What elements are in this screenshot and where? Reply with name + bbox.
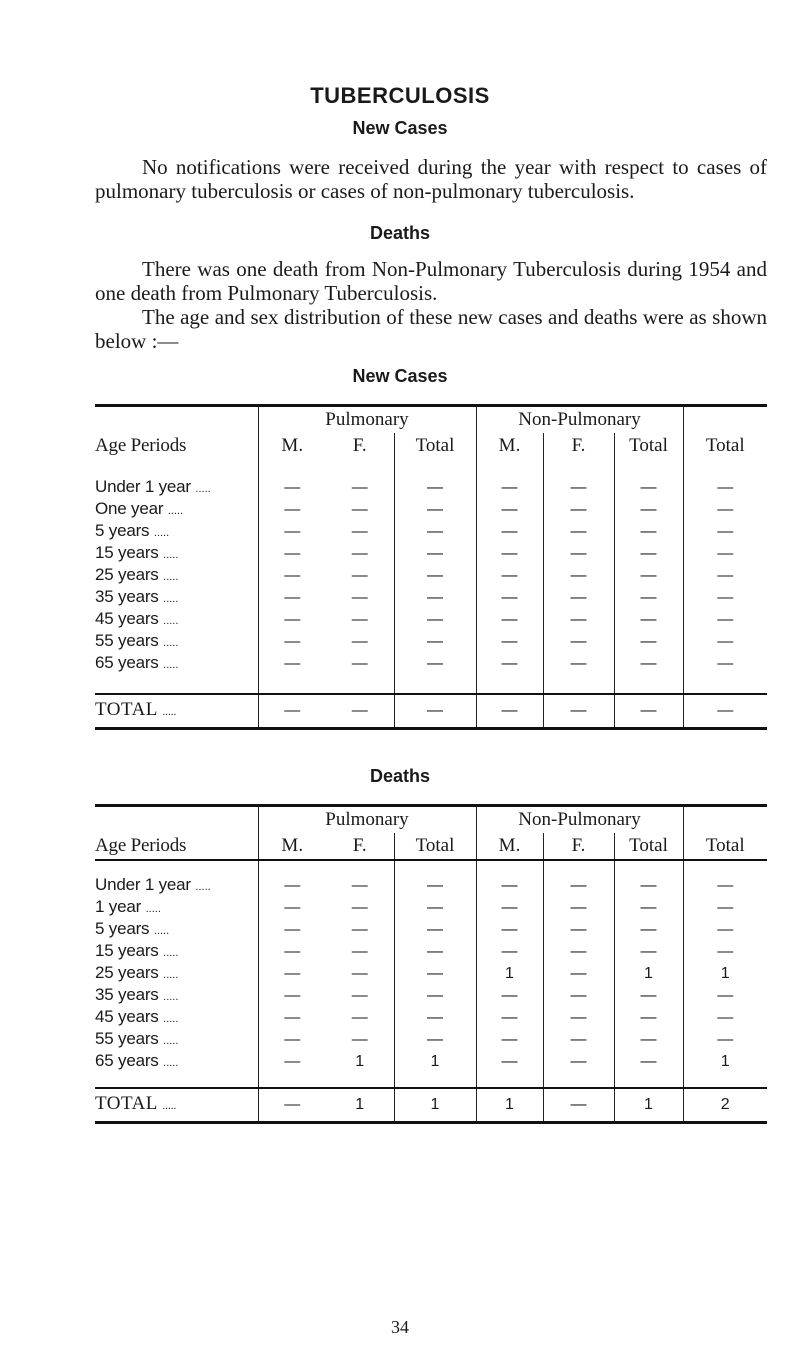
age-period-label bbox=[95, 941, 258, 963]
age-period-label bbox=[95, 875, 258, 897]
age-period-label bbox=[95, 653, 258, 675]
age-period-text: 35 years bbox=[95, 985, 159, 1004]
cell-pulm-f: — bbox=[326, 694, 394, 729]
deaths-table-heading: Deaths bbox=[369, 766, 431, 786]
cell-nonpulm-m: — bbox=[476, 521, 543, 543]
cell-nonpulm-m: — bbox=[476, 543, 543, 565]
age-period-text: 55 years bbox=[95, 631, 159, 650]
cell-nonpulm-f: — bbox=[543, 477, 614, 499]
new-cases-total bbox=[95, 694, 767, 729]
age-period-text: Under 1 year bbox=[95, 875, 191, 894]
age-period-text: 65 years bbox=[95, 1051, 159, 1070]
cell-grand-total: — bbox=[717, 479, 734, 496]
cell-nonpulm-m: — bbox=[476, 919, 543, 941]
cell-nonpulm-m: — bbox=[476, 694, 543, 729]
cell-nonpulm-f: — bbox=[543, 521, 614, 543]
cell-pulm-f: — bbox=[326, 963, 394, 985]
total-label bbox=[95, 694, 258, 729]
cell-pulm-f: — bbox=[326, 919, 394, 941]
cell-pulm-f: — bbox=[326, 609, 394, 631]
cell-nonpulm-f: — bbox=[543, 499, 614, 521]
table-row bbox=[95, 1007, 767, 1029]
age-period-label bbox=[95, 919, 258, 941]
leader-dots: ..... bbox=[163, 1057, 179, 1069]
cell-nonpulm-f: — bbox=[543, 919, 614, 941]
cell-pulm-f: — bbox=[326, 897, 394, 919]
cell-pulm-f: — bbox=[326, 941, 394, 963]
cell-pulm-f: — bbox=[326, 875, 394, 897]
cell-nonpulm-f: — bbox=[543, 1007, 614, 1029]
table-row bbox=[95, 499, 767, 521]
cell-pulm-f: — bbox=[326, 477, 394, 499]
table-row bbox=[95, 587, 767, 609]
deaths-heading: Deaths bbox=[369, 223, 431, 243]
cell-nonpulm-total: — bbox=[614, 1029, 683, 1051]
new-cases-heading: New Cases bbox=[352, 118, 448, 138]
column-header-nonpulm-f: F. bbox=[543, 433, 614, 459]
leader-dots: ..... bbox=[162, 1100, 177, 1112]
leader-dots: ..... bbox=[145, 903, 161, 915]
cell-pulm-total: — bbox=[394, 694, 476, 729]
table-row bbox=[95, 963, 767, 985]
cell-pulm-total: 1 bbox=[394, 1088, 476, 1123]
age-period-text: 35 years bbox=[95, 587, 159, 606]
table-row bbox=[95, 565, 767, 587]
cell-nonpulm-f: — bbox=[543, 631, 614, 653]
leader-dots: ..... bbox=[163, 659, 179, 671]
cell-pulm-total: 1 bbox=[394, 1051, 476, 1073]
cell-pulm-total: — bbox=[394, 653, 476, 675]
cell-pulm-m: — bbox=[284, 1031, 301, 1048]
cell-grand-total: — bbox=[717, 611, 734, 628]
column-header-pulm-f: F. bbox=[326, 833, 394, 860]
cell-grand-total: — bbox=[717, 501, 734, 518]
cell-nonpulm-total: — bbox=[614, 919, 683, 941]
cell-nonpulm-f: — bbox=[543, 609, 614, 631]
cell-pulm-total: — bbox=[394, 631, 476, 653]
leader-dots: ..... bbox=[163, 571, 179, 583]
leader-dots: ..... bbox=[163, 991, 179, 1003]
cell-nonpulm-total: — bbox=[614, 1051, 683, 1073]
cell-pulm-m: — bbox=[284, 965, 301, 982]
cell-nonpulm-total: — bbox=[614, 565, 683, 587]
column-header-grand-total: Total bbox=[683, 833, 767, 860]
cell-nonpulm-f: — bbox=[543, 565, 614, 587]
age-period-label bbox=[95, 609, 258, 631]
cell-pulm-f: 1 bbox=[326, 1051, 394, 1073]
age-period-label bbox=[95, 985, 258, 1007]
deaths-table bbox=[95, 804, 767, 1124]
cell-pulm-m: — bbox=[284, 987, 301, 1004]
cell-nonpulm-m: — bbox=[476, 941, 543, 963]
table-row bbox=[95, 919, 767, 941]
table-row bbox=[95, 477, 767, 499]
column-header-pulm-total: Total bbox=[394, 833, 476, 860]
table-row bbox=[95, 631, 767, 653]
cell-nonpulm-m: — bbox=[476, 1007, 543, 1029]
cell-nonpulm-total: — bbox=[614, 941, 683, 963]
age-period-text: 25 years bbox=[95, 565, 159, 584]
deaths-rows bbox=[95, 875, 767, 1073]
cell-nonpulm-total: — bbox=[614, 1007, 683, 1029]
age-period-text: 5 years bbox=[95, 919, 150, 938]
cell-pulm-m: — bbox=[284, 501, 301, 518]
cell-nonpulm-m: — bbox=[476, 897, 543, 919]
table-row bbox=[95, 653, 767, 675]
cell-nonpulm-total: — bbox=[614, 477, 683, 499]
cell-grand-total: — bbox=[717, 545, 734, 562]
new-cases-table bbox=[95, 404, 767, 730]
new-cases-table-heading: New Cases bbox=[352, 366, 448, 386]
cell-pulm-f: 1 bbox=[326, 1088, 394, 1123]
table-row bbox=[95, 1051, 767, 1073]
leader-dots: ..... bbox=[163, 549, 179, 561]
cell-pulm-total: — bbox=[394, 963, 476, 985]
cell-pulm-total: — bbox=[394, 897, 476, 919]
cell-grand-total: — bbox=[717, 655, 734, 672]
cell-nonpulm-total: — bbox=[614, 694, 683, 729]
cell-nonpulm-m: 1 bbox=[476, 963, 543, 985]
deaths-text-1: There was one death from Non-Pulmonary Tuberculosis during 1954 and one death from Pulmonary Tuberculosis. bbox=[95, 257, 767, 305]
column-header-nonpulm-m: M. bbox=[476, 433, 543, 459]
cell-nonpulm-total: — bbox=[614, 499, 683, 521]
table-row bbox=[95, 1029, 767, 1051]
group-header-pulmonary: Pulmonary bbox=[258, 806, 476, 834]
cell-nonpulm-f: — bbox=[543, 543, 614, 565]
cell-pulm-f: — bbox=[326, 543, 394, 565]
cell-nonpulm-total: — bbox=[614, 609, 683, 631]
cell-pulm-f: — bbox=[326, 565, 394, 587]
cell-pulm-total: — bbox=[394, 499, 476, 521]
cell-pulm-m: — bbox=[284, 899, 301, 916]
cell-pulm-m: — bbox=[258, 1088, 326, 1123]
table-row bbox=[95, 543, 767, 565]
cell-nonpulm-total: — bbox=[614, 985, 683, 1007]
cell-pulm-m: — bbox=[284, 589, 301, 606]
cell-pulm-f: — bbox=[326, 653, 394, 675]
total-label bbox=[95, 1088, 258, 1123]
leader-dots: ..... bbox=[153, 527, 170, 539]
age-period-label bbox=[95, 897, 258, 919]
cell-nonpulm-f: — bbox=[543, 941, 614, 963]
cell-grand-total: 1 bbox=[720, 965, 730, 982]
cell-pulm-m: — bbox=[284, 523, 301, 540]
cell-pulm-total: — bbox=[394, 875, 476, 897]
deaths-paragraph bbox=[95, 257, 767, 353]
age-period-label bbox=[95, 963, 258, 985]
table-row bbox=[95, 897, 767, 919]
leader-dots: ..... bbox=[195, 881, 211, 893]
deaths-total bbox=[95, 1088, 767, 1123]
cell-pulm-total: — bbox=[394, 1029, 476, 1051]
cell-nonpulm-total: — bbox=[614, 587, 683, 609]
leader-dots: ..... bbox=[163, 1035, 179, 1047]
cell-pulm-total: — bbox=[394, 521, 476, 543]
cell-grand-total: — bbox=[717, 987, 734, 1004]
cell-grand-total: — bbox=[717, 633, 734, 650]
cell-nonpulm-f: — bbox=[543, 587, 614, 609]
column-header-grand-total: Total bbox=[705, 435, 745, 456]
cell-pulm-total: — bbox=[394, 609, 476, 631]
cell-pulm-m: — bbox=[258, 694, 326, 729]
cell-nonpulm-f: — bbox=[543, 963, 614, 985]
cell-pulm-m: — bbox=[284, 655, 301, 672]
cell-nonpulm-m: — bbox=[476, 499, 543, 521]
table-row bbox=[95, 985, 767, 1007]
cell-nonpulm-m: — bbox=[476, 631, 543, 653]
cell-nonpulm-m: — bbox=[476, 609, 543, 631]
column-header-pulm-m: M. bbox=[258, 833, 326, 860]
leader-dots: ..... bbox=[163, 969, 179, 981]
age-period-label bbox=[95, 1029, 258, 1051]
cell-grand-total: — bbox=[717, 943, 734, 960]
group-header-non-pulmonary: Non-Pulmonary bbox=[476, 806, 683, 834]
table-row bbox=[95, 521, 767, 543]
cell-pulm-m: — bbox=[284, 633, 301, 650]
column-header-pulm-total: Total bbox=[394, 433, 476, 459]
cell-grand-total: — bbox=[717, 877, 734, 894]
age-period-text: Under 1 year bbox=[95, 477, 191, 496]
total-label-text: TOTAL bbox=[95, 699, 158, 720]
cell-pulm-total: — bbox=[394, 919, 476, 941]
page-number: 34 bbox=[391, 1317, 409, 1337]
cell-nonpulm-f: — bbox=[543, 694, 614, 729]
cell-nonpulm-f: — bbox=[543, 897, 614, 919]
leader-dots: ..... bbox=[195, 483, 211, 495]
cell-pulm-total: — bbox=[394, 587, 476, 609]
cell-nonpulm-f: — bbox=[543, 985, 614, 1007]
total-row bbox=[95, 1088, 767, 1123]
cell-nonpulm-f: — bbox=[543, 1088, 614, 1123]
age-period-text: One year bbox=[95, 499, 164, 518]
cell-grand-total: — bbox=[683, 694, 767, 729]
cell-pulm-f: — bbox=[326, 499, 394, 521]
table-row bbox=[95, 609, 767, 631]
cell-nonpulm-m: — bbox=[476, 1029, 543, 1051]
cell-grand-total: 1 bbox=[720, 1053, 730, 1070]
cell-nonpulm-m: — bbox=[476, 985, 543, 1007]
column-header-age: Age Periods bbox=[95, 433, 258, 459]
new-cases-paragraph bbox=[95, 155, 767, 203]
page-title: TUBERCULOSIS bbox=[310, 83, 490, 108]
deaths-text-2: The age and sex distribution of these new cases and deaths were as shown below :— bbox=[95, 305, 767, 353]
column-header-nonpulm-total: Total bbox=[614, 833, 683, 860]
age-period-label bbox=[95, 1007, 258, 1029]
cell-grand-total: 2 bbox=[683, 1088, 767, 1123]
column-header-nonpulm-f: F. bbox=[543, 833, 614, 860]
cell-pulm-m: — bbox=[284, 545, 301, 562]
column-header-pulm-f: F. bbox=[326, 433, 394, 459]
total-label-text: TOTAL bbox=[95, 1093, 158, 1114]
cell-pulm-f: — bbox=[326, 985, 394, 1007]
leader-dots: ..... bbox=[162, 706, 177, 718]
age-period-label bbox=[95, 631, 258, 653]
age-period-text: 25 years bbox=[95, 963, 159, 982]
table-row bbox=[95, 941, 767, 963]
age-period-label bbox=[95, 521, 258, 543]
cell-nonpulm-m: 1 bbox=[476, 1088, 543, 1123]
age-period-text: 65 years bbox=[95, 653, 159, 672]
age-period-label bbox=[95, 1051, 258, 1073]
column-header-age: Age Periods bbox=[95, 833, 258, 860]
cell-nonpulm-total: — bbox=[614, 653, 683, 675]
group-header-pulmonary: Pulmonary bbox=[258, 406, 476, 434]
leader-dots: ..... bbox=[163, 593, 179, 605]
cell-pulm-m: — bbox=[284, 567, 301, 584]
age-period-text: 1 year bbox=[95, 897, 142, 916]
new-cases-rows bbox=[95, 477, 767, 675]
new-cases-text: No notifications were received during the year with respect to cases of pulmonary tuberculosis or cases of non-pulmonary tuberculosis. bbox=[95, 155, 767, 203]
cell-nonpulm-m: — bbox=[476, 1051, 543, 1073]
cell-pulm-f: — bbox=[326, 587, 394, 609]
cell-nonpulm-total: — bbox=[614, 631, 683, 653]
age-period-text: 15 years bbox=[95, 543, 159, 562]
cell-nonpulm-total: — bbox=[614, 521, 683, 543]
cell-nonpulm-f: — bbox=[543, 1029, 614, 1051]
cell-nonpulm-m: — bbox=[476, 653, 543, 675]
cell-pulm-m: — bbox=[284, 1053, 301, 1070]
column-header-nonpulm-m: M. bbox=[476, 833, 543, 860]
cell-pulm-m: — bbox=[284, 921, 301, 938]
age-period-label bbox=[95, 565, 258, 587]
cell-pulm-f: — bbox=[326, 1007, 394, 1029]
column-header-nonpulm-total: Total bbox=[614, 433, 683, 459]
cell-grand-total: — bbox=[717, 1009, 734, 1026]
age-period-label bbox=[95, 587, 258, 609]
cell-grand-total: — bbox=[717, 921, 734, 938]
cell-nonpulm-m: — bbox=[476, 587, 543, 609]
leader-dots: ..... bbox=[153, 925, 170, 937]
cell-nonpulm-total: — bbox=[614, 543, 683, 565]
cell-pulm-f: — bbox=[326, 521, 394, 543]
cell-nonpulm-f: — bbox=[543, 1051, 614, 1073]
age-period-label bbox=[95, 477, 258, 499]
cell-pulm-total: — bbox=[394, 1007, 476, 1029]
age-period-text: 45 years bbox=[95, 609, 159, 628]
cell-nonpulm-total: 1 bbox=[614, 1088, 683, 1123]
leader-dots: ..... bbox=[163, 1013, 179, 1025]
cell-pulm-m: — bbox=[284, 1009, 301, 1026]
cell-nonpulm-total: 1 bbox=[614, 963, 683, 985]
cell-grand-total: — bbox=[717, 899, 734, 916]
leader-dots: ..... bbox=[163, 947, 179, 959]
cell-pulm-total: — bbox=[394, 543, 476, 565]
cell-pulm-f: — bbox=[326, 631, 394, 653]
table-row bbox=[95, 875, 767, 897]
cell-pulm-m: — bbox=[284, 877, 301, 894]
cell-pulm-total: — bbox=[394, 985, 476, 1007]
cell-pulm-m: — bbox=[284, 479, 301, 496]
age-period-label bbox=[95, 499, 258, 521]
cell-pulm-total: — bbox=[394, 941, 476, 963]
cell-pulm-total: — bbox=[394, 477, 476, 499]
age-period-text: 45 years bbox=[95, 1007, 159, 1026]
cell-pulm-m: — bbox=[284, 611, 301, 628]
age-period-text: 15 years bbox=[95, 941, 159, 960]
leader-dots: ..... bbox=[167, 505, 184, 517]
group-header-non-pulmonary: Non-Pulmonary bbox=[476, 406, 683, 434]
cell-nonpulm-m: — bbox=[476, 875, 543, 897]
cell-pulm-f: — bbox=[326, 1029, 394, 1051]
age-period-text: 5 years bbox=[95, 521, 150, 540]
leader-dots: ..... bbox=[163, 615, 179, 627]
total-row bbox=[95, 694, 767, 729]
leader-dots: ..... bbox=[163, 637, 179, 649]
column-header-pulm-m: M. bbox=[281, 435, 304, 456]
cell-nonpulm-m: — bbox=[476, 565, 543, 587]
cell-nonpulm-m: — bbox=[476, 477, 543, 499]
cell-grand-total: — bbox=[717, 523, 734, 540]
cell-nonpulm-total: — bbox=[614, 897, 683, 919]
cell-grand-total: — bbox=[717, 1031, 734, 1048]
age-period-label bbox=[95, 543, 258, 565]
cell-nonpulm-f: — bbox=[543, 653, 614, 675]
age-period-text: 55 years bbox=[95, 1029, 159, 1048]
cell-nonpulm-total: — bbox=[614, 875, 683, 897]
cell-pulm-m: — bbox=[284, 943, 301, 960]
cell-grand-total: — bbox=[717, 567, 734, 584]
cell-grand-total: — bbox=[717, 589, 734, 606]
cell-pulm-total: — bbox=[394, 565, 476, 587]
cell-nonpulm-f: — bbox=[543, 875, 614, 897]
